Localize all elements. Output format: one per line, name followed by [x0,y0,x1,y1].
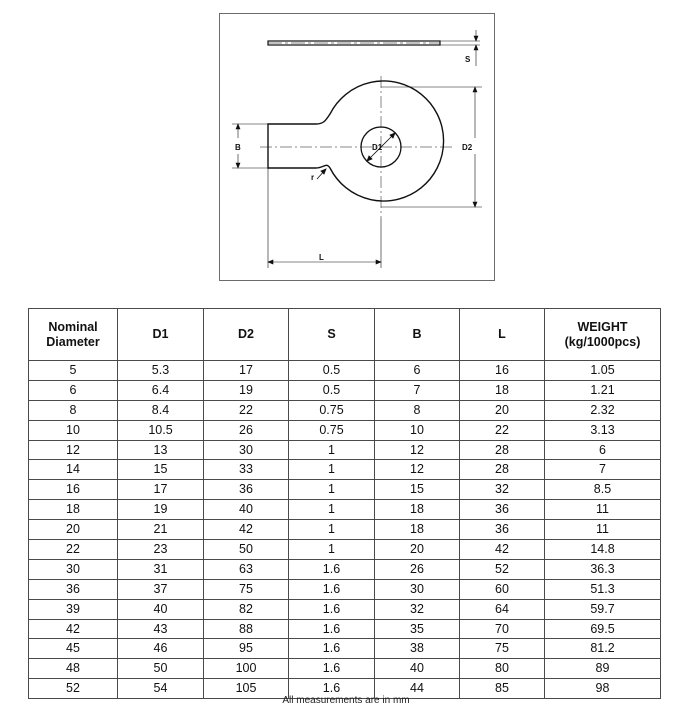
table-cell: 69.5 [545,619,661,639]
side-view [268,41,440,45]
table-cell: 82 [204,599,289,619]
table-row [29,400,661,420]
table-cell: 98 [545,679,661,699]
table-cell: 42 [29,619,118,639]
table-row [29,639,661,659]
table-cell: 8 [375,400,460,420]
header-d1: D1 [118,309,204,361]
table-cell: 30 [375,579,460,599]
table-row [29,420,661,440]
table-cell: 22 [460,420,545,440]
table-cell: 100 [204,659,289,679]
table-cell: 35 [375,619,460,639]
table-cell: 11 [545,520,661,540]
table-cell: 45 [29,639,118,659]
table-cell: 17 [118,480,204,500]
table-cell: 1.6 [289,639,375,659]
table-cell: 3.13 [545,420,661,440]
table-cell: 16 [460,361,545,381]
l-dimension [268,168,381,268]
table-cell: 1.6 [289,559,375,579]
table-cell: 0.5 [289,380,375,400]
table-cell: 6 [29,380,118,400]
table-cell: 1 [289,460,375,480]
header-d2: D2 [204,309,289,361]
table-cell: 28 [460,440,545,460]
table-cell: 5.3 [118,361,204,381]
table-cell: 105 [204,679,289,699]
table-cell: 1 [289,440,375,460]
table-cell: 6 [545,440,661,460]
table-cell: 10.5 [118,420,204,440]
r-dimension [317,169,326,179]
table-row [29,520,661,540]
table-cell: 17 [204,361,289,381]
washer-drawing-svg [220,14,496,282]
table-cell: 30 [29,559,118,579]
table-cell: 14 [29,460,118,480]
table-row [29,380,661,400]
table-header-row [29,309,661,361]
table-body [29,361,661,699]
table-cell: 16 [29,480,118,500]
table-cell: 8.4 [118,400,204,420]
table-cell: 1.6 [289,659,375,679]
table-cell: 54 [118,679,204,699]
table-cell: 40 [118,599,204,619]
table-cell: 36.3 [545,559,661,579]
table-cell: 1.6 [289,679,375,699]
table-cell: 18 [375,500,460,520]
table-row [29,599,661,619]
table-cell: 1.6 [289,619,375,639]
table-cell: 40 [204,500,289,520]
table-row [29,460,661,480]
table-cell: 1.21 [545,380,661,400]
table-cell: 52 [29,679,118,699]
table-row [29,579,661,599]
table-row [29,500,661,520]
label-s: S [465,55,471,64]
table-cell: 44 [375,679,460,699]
table-cell: 28 [460,460,545,480]
table-cell: 81.2 [545,639,661,659]
table-cell: 18 [460,380,545,400]
table-cell: 8.5 [545,480,661,500]
table-cell: 12 [375,460,460,480]
table-cell: 1 [289,540,375,560]
table-cell: 88 [204,619,289,639]
table-cell: 43 [118,619,204,639]
table-cell: 0.75 [289,420,375,440]
header-l: L [460,309,545,361]
table-cell: 21 [118,520,204,540]
table-cell: 23 [118,540,204,560]
table-cell: 26 [375,559,460,579]
table-cell: 30 [204,440,289,460]
table-cell: 26 [204,420,289,440]
table-cell: 8 [29,400,118,420]
table-cell: 1.05 [545,361,661,381]
table-cell: 75 [460,639,545,659]
table-cell: 32 [375,599,460,619]
table-cell: 52 [460,559,545,579]
header-nominal-diameter: Nominal Diameter [29,309,118,361]
table-cell: 64 [460,599,545,619]
table-cell: 36 [29,579,118,599]
table-cell: 80 [460,659,545,679]
technical-drawing [219,13,495,281]
table-cell: 6.4 [118,380,204,400]
table-row [29,440,661,460]
table-cell: 1 [289,500,375,520]
table-cell: 85 [460,679,545,699]
table-cell: 46 [118,639,204,659]
label-b: B [235,143,241,152]
header-b: B [375,309,460,361]
table-cell: 7 [545,460,661,480]
table-cell: 2.32 [545,400,661,420]
table-cell: 50 [118,659,204,679]
table-cell: 37 [118,579,204,599]
table-cell: 70 [460,619,545,639]
table-cell: 32 [460,480,545,500]
dimensions-table [28,308,661,699]
table-cell: 36 [460,520,545,540]
table-cell: 63 [204,559,289,579]
table-cell: 14.8 [545,540,661,560]
table-row [29,619,661,639]
table-cell: 31 [118,559,204,579]
table-cell: 19 [204,380,289,400]
table-cell: 5 [29,361,118,381]
table-cell: 20 [460,400,545,420]
table-cell: 50 [204,540,289,560]
table-cell: 11 [545,500,661,520]
table-cell: 22 [29,540,118,560]
table-cell: 1.6 [289,579,375,599]
measurement-footnote: All measurements are in mm [282,695,410,706]
table-cell: 40 [375,659,460,679]
table-cell: 20 [375,540,460,560]
table-cell: 38 [375,639,460,659]
table-cell: 33 [204,460,289,480]
label-r: r [311,173,315,182]
table-cell: 15 [375,480,460,500]
label-d1: D1 [372,143,383,152]
table-cell: 22 [204,400,289,420]
table-cell: 89 [545,659,661,679]
table-cell: 42 [204,520,289,540]
table-cell: 36 [460,500,545,520]
table-cell: 95 [204,639,289,659]
table-cell: 18 [375,520,460,540]
table-row [29,480,661,500]
table-cell: 36 [204,480,289,500]
table-cell: 12 [29,440,118,460]
s-dimension [440,30,480,66]
table-cell: 7 [375,380,460,400]
table-cell: 20 [29,520,118,540]
table-cell: 0.5 [289,361,375,381]
table-cell: 1 [289,520,375,540]
table-cell: 6 [375,361,460,381]
table-cell: 10 [375,420,460,440]
table-cell: 60 [460,579,545,599]
table-cell: 59.7 [545,599,661,619]
table-row [29,540,661,560]
header-weight: WEIGHT (kg/1000pcs) [545,309,661,361]
table-cell: 15 [118,460,204,480]
table-row [29,361,661,381]
label-d2: D2 [462,143,473,152]
label-l: L [319,253,324,262]
table-cell: 48 [29,659,118,679]
table-cell: 42 [460,540,545,560]
table-cell: 75 [204,579,289,599]
table-cell: 39 [29,599,118,619]
table-cell: 10 [29,420,118,440]
table-cell: 13 [118,440,204,460]
table-cell: 12 [375,440,460,460]
header-s: S [289,309,375,361]
table-cell: 1 [289,480,375,500]
table-cell: 18 [29,500,118,520]
table-cell: 51.3 [545,579,661,599]
table-cell: 19 [118,500,204,520]
table-row [29,559,661,579]
table-cell: 1.6 [289,599,375,619]
table-cell: 0.75 [289,400,375,420]
front-view [260,76,452,218]
table-row [29,659,661,679]
